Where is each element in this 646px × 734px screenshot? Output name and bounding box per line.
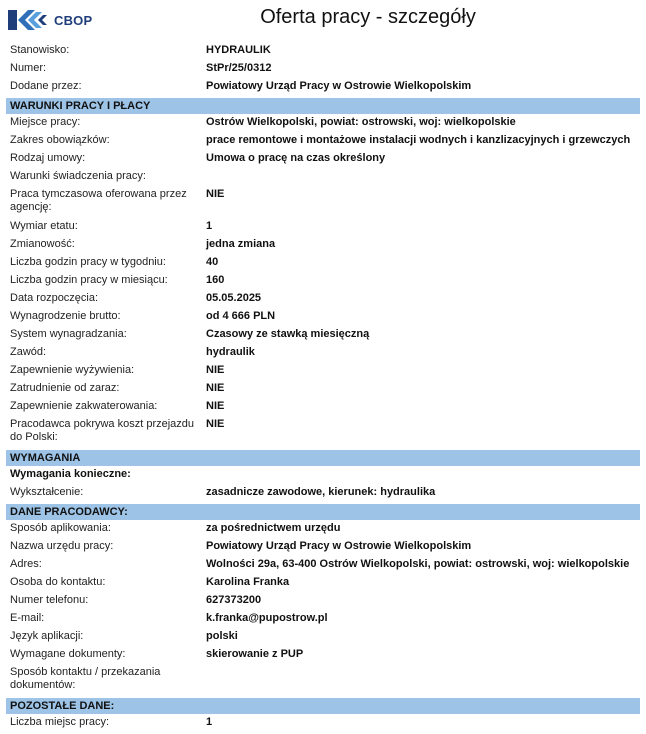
field-value: Czasowy ze stawką miesięczną [206, 328, 370, 340]
row-stanowisko [6, 42, 640, 62]
table-row [6, 648, 640, 666]
section-warunki [6, 114, 640, 448]
table-row [6, 540, 640, 558]
field-value: k.franka@pupostrow.pl [206, 612, 328, 624]
field-label: Język aplikacji: [10, 630, 84, 642]
table-row [6, 594, 640, 612]
field-value: Umowa o pracę na czas określony [206, 152, 386, 164]
field-value: za pośrednictwem urzędu [206, 522, 341, 534]
requirements-subhead: Wymagania konieczne: [10, 468, 131, 480]
field-value [206, 170, 640, 188]
field-label: Wymagane dokumenty: [10, 648, 126, 660]
table-row [6, 612, 640, 630]
field-label: Pracodawca pokrywa koszt przejazdu do Polski: [10, 418, 195, 443]
field-value: 40 [206, 256, 219, 268]
field-label: Sposób kontaktu / przekazania dokumentów: [10, 666, 161, 691]
table-row [6, 576, 640, 594]
table-row [6, 364, 640, 382]
field-label: Wymiar etatu: [10, 220, 78, 232]
field-label: Stanowisko: [10, 44, 70, 56]
field-label: Sposób aplikowania: [10, 522, 111, 534]
table-row [6, 292, 640, 310]
field-value: jedna zmiana [206, 238, 276, 250]
field-value: Powiatowy Urząd Pracy w Ostrowie Wielkopolskim [206, 540, 472, 552]
field-value [206, 666, 640, 696]
table-row [6, 134, 640, 152]
field-label: Zawód: [10, 346, 47, 358]
field-label: Zapewnienie zakwaterowania: [10, 400, 158, 412]
field-label: Liczba godzin pracy w tygodniu: [10, 256, 166, 268]
field-value: NIE [206, 418, 225, 430]
field-value: 1 [206, 220, 213, 232]
field-value: Karolina Franka [206, 576, 290, 588]
top-rows [6, 42, 640, 96]
field-label: Zapewnienie wyżywienia: [10, 364, 135, 376]
table-row [6, 666, 640, 696]
field-label: Liczba godzin pracy w miesiącu: [10, 274, 168, 286]
field-value: 627373200 [206, 594, 262, 606]
field-value: zasadnicze zawodowe, kierunek: hydraulika [206, 486, 436, 498]
field-label: E-mail: [10, 612, 45, 624]
field-label: Zmianowość: [10, 238, 75, 250]
field-label: Wykształcenie: [10, 486, 84, 498]
field-label: Data rozpoczęcia: [10, 292, 99, 304]
field-value: NIE [206, 188, 225, 200]
field-value: Wolności 29a, 63-400 Ostrów Wielkopolski, powiat: ostrowski, woj: wielkopolskie [206, 558, 630, 570]
table-row [6, 238, 640, 256]
table-row [6, 152, 640, 170]
table-row [6, 486, 640, 502]
field-value: NIE [206, 400, 225, 412]
table-row [6, 256, 640, 274]
section-header-pracodawca: DANE PRACODAWCY: [6, 504, 640, 520]
table-row [6, 328, 640, 346]
field-value: 05.05.2025 [206, 292, 262, 304]
table-row [6, 382, 640, 400]
field-label: Miejsce pracy: [10, 116, 81, 128]
table-row [6, 714, 640, 734]
table-row [6, 520, 640, 540]
field-label: Numer telefonu: [10, 594, 89, 606]
table-row [6, 188, 640, 220]
section-pozostale [6, 714, 640, 734]
offer-details [6, 42, 640, 734]
table-row [6, 346, 640, 364]
field-value: Ostrów Wielkopolski, powiat: ostrowski, woj: wielkopolskie [206, 116, 516, 128]
field-value: hydraulik [206, 346, 255, 358]
table-row [6, 274, 640, 292]
field-label: System wynagradzania: [10, 328, 127, 340]
page-header [0, 0, 646, 40]
table-row [6, 400, 640, 418]
field-label: Wynagrodzenie brutto: [10, 310, 121, 322]
field-label: Osoba do kontaktu: [10, 576, 106, 588]
field-value: StPr/25/0312 [206, 62, 272, 74]
field-value: skierowanie z PUP [206, 648, 304, 660]
field-label: Liczba miejsc pracy: [10, 716, 110, 728]
field-label: Nazwa urzędu pracy: [10, 540, 114, 552]
table-row [6, 558, 640, 576]
table-row [6, 170, 640, 188]
field-label: Warunki świadczenia pracy: [10, 170, 146, 182]
table-row [6, 310, 640, 328]
field-value: 1 [206, 716, 213, 728]
field-label: Zakres obowiązków: [10, 134, 110, 146]
section-wymagania [6, 466, 640, 502]
section-header-pozostale: POZOSTAŁE DANE: [6, 698, 640, 714]
section-header-warunki: WARUNKI PRACY I PŁACY [6, 98, 640, 114]
field-label: Rodzaj umowy: [10, 152, 86, 164]
page-title: Oferta pracy - szczegóły [260, 6, 476, 28]
field-value: od 4 666 PLN [206, 310, 276, 322]
row-dodane-przez [6, 80, 640, 96]
field-value: NIE [206, 382, 225, 394]
table-row [6, 220, 640, 238]
field-label: Numer: [10, 62, 47, 74]
field-value: Powiatowy Urząd Pracy w Ostrowie Wielkopolskim [206, 80, 472, 92]
section-pracodawca [6, 520, 640, 696]
row-numer [6, 62, 640, 80]
table-row [6, 630, 640, 648]
field-value: HYDRAULIK [206, 44, 271, 56]
field-label: Dodane przez: [10, 80, 82, 92]
section-header-wymagania: WYMAGANIA [6, 450, 640, 466]
field-label: Zatrudnienie od zaraz: [10, 382, 120, 394]
field-value: prace remontowe i montażowe instalacji wodnych i kanzlizacyjnych i grzewczych [206, 134, 631, 146]
field-value: 160 [206, 274, 225, 286]
field-label: Adres: [10, 558, 42, 570]
field-label: Praca tymczasowa oferowana przez agencję: [10, 188, 187, 213]
table-row [6, 114, 640, 134]
logo-text: CBOP [54, 12, 93, 28]
field-value: polski [206, 630, 238, 642]
field-value: NIE [206, 364, 225, 376]
table-row [6, 418, 640, 448]
